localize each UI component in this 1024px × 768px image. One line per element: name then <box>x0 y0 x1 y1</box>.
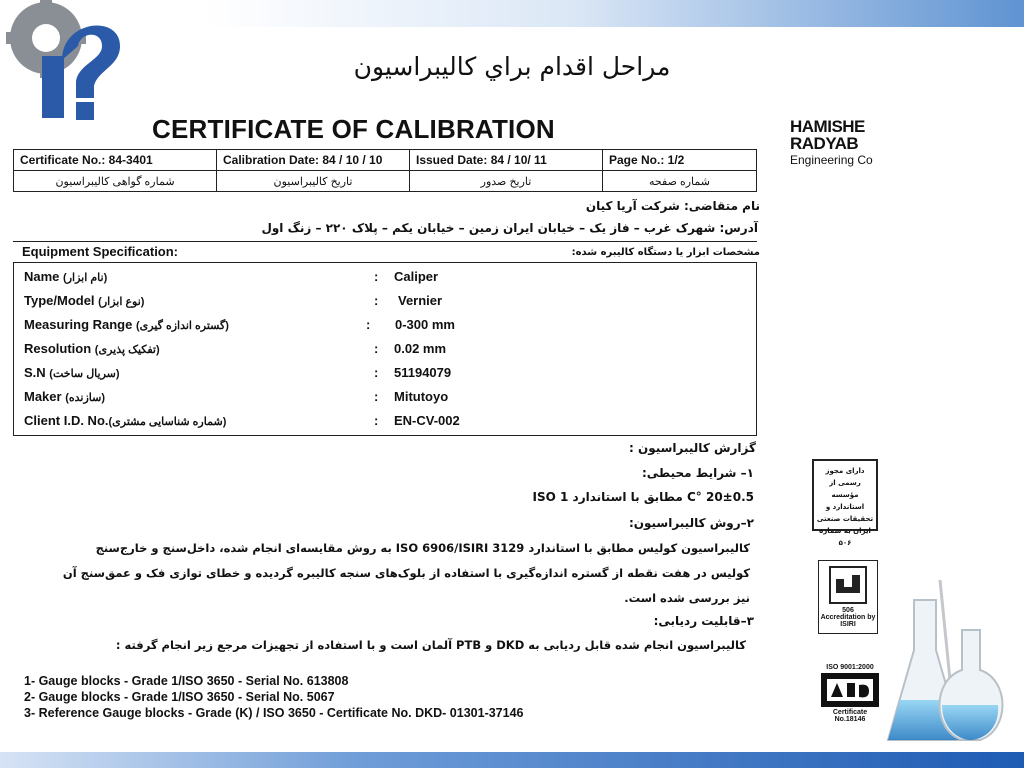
equipment-divider <box>13 241 757 242</box>
section2-title: ۲–روش کالیبراسیون: <box>628 516 754 530</box>
certificate-title: CERTIFICATE OF CALIBRATION <box>152 114 555 144</box>
certificate-number-fa: شماره گواهی کالیبراسیون <box>14 171 217 192</box>
section1-body: 20±0.5 °C مطابق با استاندارد ISO 1 <box>532 490 754 504</box>
spec-row <box>24 269 744 291</box>
section2-line: کولیس در هفت نقطه از گستره اندازه‌گیری با استفاده از بلوک‌های سنجه کالیبره گردیده و خطای توازی فک و عمق‌سنج آن <box>62 566 750 580</box>
spec-value: Caliper <box>394 269 439 284</box>
page-number-fa: شماره صفحه <box>603 171 757 192</box>
equipment-heading-fa: مشخصات ابزار یا دستگاه کالیبره شده: <box>571 247 760 258</box>
spec-label: Resolution <box>24 341 92 356</box>
spec-label-fa: (تفکیک پذیری) <box>94 344 160 356</box>
calibration-date-fa: تاریخ کالیبراسیون <box>217 171 410 192</box>
spec-value: 51194079 <box>394 365 452 380</box>
spec-colon: : <box>374 413 379 428</box>
spec-value: 0.02 mm <box>394 341 447 356</box>
applicant-address: آدرس: شهرک غرب – فاز یک – خیابان ایران زمین – خیابان یکم – پلاک ۲۲۰ – زنگ اول <box>261 221 758 235</box>
calibration-date: Calibration Date: 84 / 10 / 10 <box>217 150 410 171</box>
gauge-item: 3- Reference Gauge blocks - Grade (K) / ISO 3650 - Certificate No. DKD- 01301-37146 <box>24 706 524 720</box>
spec-row <box>24 389 744 411</box>
spec-colon: : <box>366 317 371 332</box>
accreditation-number: 506 <box>842 607 854 614</box>
spec-label: Type/Model <box>24 293 95 308</box>
laboratory-flasks-icon <box>870 560 1020 760</box>
top-gradient-bar <box>205 0 1024 27</box>
spec-value: EN-CV-002 <box>394 413 460 428</box>
spec-row <box>24 317 744 339</box>
company-name-line2: RADYAB <box>790 134 859 153</box>
spec-label: S.N <box>24 365 46 380</box>
company-name-line3: Engineering Co <box>790 153 873 167</box>
spec-colon: : <box>374 341 379 356</box>
accreditation-text: Accreditation by ISIRI <box>820 614 876 628</box>
spec-value: Mitutoyo <box>394 389 449 404</box>
spec-row <box>24 365 744 387</box>
issued-date-fa: تاریخ صدور <box>410 171 603 192</box>
section3-body: کالیبراسیون انجام شده قابل ردیابی به DKD و PTB آلمان است و با استفاده از تجهیزات مرجع زیر انجام گرفته : <box>115 638 746 652</box>
equipment-heading: Equipment Specification: <box>22 244 179 259</box>
section2-line: کالیبراسیون کولیس مطابق با استاندارد ISO 6906/ISIRI 3129 به روش مقایسه‌ای انجام شده، داخل‌سنج و خارج‌سنج <box>95 541 750 555</box>
spec-label-fa: (سازنده) <box>65 392 106 404</box>
issued-date: Issued Date: 84 / 10/ 11 <box>410 150 603 171</box>
section1-title: ۱– شرایط محیطی: <box>641 466 754 480</box>
spec-label-fa: (شماره شناسایی مشتری) <box>108 416 227 428</box>
iso-cert-number: Certificate No.18146 <box>832 709 868 723</box>
isiri-emblem-icon <box>828 565 868 605</box>
page-number: Page No.: 1/2 <box>603 150 757 171</box>
company-logo <box>790 118 890 169</box>
spec-label: Name <box>24 269 60 284</box>
applicant-name: نام متقاضی: شرکت آریا کیان <box>585 199 760 213</box>
spec-row <box>24 341 744 363</box>
section2-line: نیز بررسی شده است. <box>624 591 750 605</box>
spec-colon: : <box>374 365 379 380</box>
certificate-number: Certificate No.: 84-3401 <box>14 150 217 171</box>
gauge-item: 2- Gauge blocks - Grade 1/ISO 3650 - Serial No. 5067 <box>24 690 335 704</box>
spec-label-fa: (سریال ساخت) <box>49 368 120 380</box>
company-name-line1: HAMISHE <box>790 117 865 136</box>
spec-label-fa: (نوع ابزار) <box>98 296 145 308</box>
slide-title: مراحل اقدام براي كاليبراسيون <box>353 52 671 81</box>
certificate-header-table <box>13 149 757 192</box>
spec-value: Vernier <box>398 293 443 308</box>
gauge-list <box>24 673 524 721</box>
spec-label-fa: (نام ابزار) <box>63 272 108 284</box>
spec-row <box>24 293 744 315</box>
spec-colon: : <box>374 293 379 308</box>
spec-row <box>24 413 744 435</box>
spec-value: 0-300 mm <box>395 317 455 332</box>
spec-label: Maker <box>24 389 62 404</box>
spec-label: Client I.D. No. <box>24 413 109 428</box>
report-title: گزارش کالیبراسیون : <box>628 441 756 455</box>
gauge-item: 1- Gauge blocks - Grade 1/ISO 3650 - Serial No. 613808 <box>24 674 349 688</box>
spec-colon: : <box>374 269 379 284</box>
iso-label: ISO 9001:2000 <box>826 664 874 671</box>
spec-label-fa: (گستره اندازه گیری) <box>135 320 229 332</box>
section3-title: ۳–قابلیت ردیابی: <box>653 614 754 628</box>
license-badge: دارای مجوز رسمی از مؤسسه استاندارد و تحقیقات صنعتی ایران به شماره ۵۰۶ <box>812 459 878 531</box>
spec-label: Measuring Range <box>24 317 133 332</box>
accreditation-badge <box>818 560 878 634</box>
equipment-spec-box <box>13 262 757 436</box>
spec-colon: : <box>374 389 379 404</box>
